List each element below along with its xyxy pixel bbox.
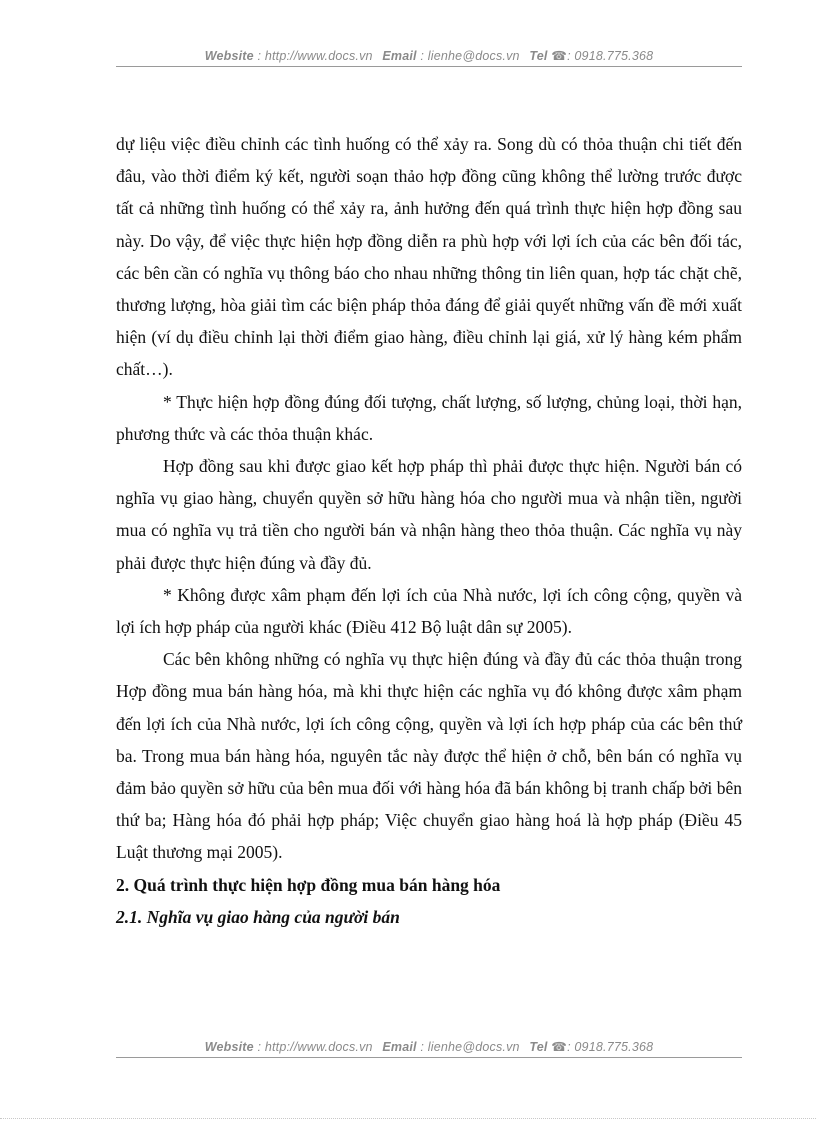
paragraph-1: dự liệu việc điều chỉnh các tình huống có thể xảy ra. Song dù có thỏa thuận chi tiết đến đâu, vào thời điểm ký kết, người soạn thảo hợp đồng cũng không thể lường trước được tất cả những tình huống có thể xảy ra, ảnh hưởng đến quá trình thực hiện hợp đồng sau này. Do vậy, để việc thực hiện hợp đồng diễn ra phù hợp với lợi ích của các bên đối tác, các bên cần có nghĩa vụ thông báo cho nhau những thông tin liên quan, hợp tác chặt chẽ, thương lượng, hòa giải tìm các biện pháp thỏa đáng để giải quyết những vấn đề mới xuất hiện (ví dụ điều chỉnh lại thời điểm giao hàng, điều chỉnh lại giá, xử lý hàng kém phẩm chất…). bbox=[116, 134, 742, 380]
header-tel-value: : 0918.775.368 bbox=[567, 49, 654, 63]
header-website-value: : http://www.docs.vn bbox=[257, 49, 373, 63]
header-tel-label: Tel bbox=[529, 49, 548, 63]
paragraph-3: Hợp đồng sau khi được giao kết hợp pháp thì phải được thực hiện. Người bán có nghĩa vụ giao hàng, chuyển quyền sở hữu hàng hóa cho người mua và nhận tiền, người mua có nghĩa vụ trả tiền cho người bán và nhận hàng theo thỏa thuận. Các nghĩa vụ này phải được thực hiện đúng và đầy đủ. bbox=[116, 456, 742, 573]
paragraph-2: * Thực hiện hợp đồng đúng đối tượng, chất lượng, số lượng, chủng loại, thời hạn, phương thức và các thỏa thuận khác. bbox=[116, 391, 742, 444]
subsection-heading: 2.1. Nghĩa vụ giao hàng của người bán bbox=[116, 906, 400, 927]
header-email-label: Email bbox=[382, 49, 417, 63]
page-break-line bbox=[0, 1118, 816, 1119]
footer-tel-label: Tel bbox=[529, 1040, 548, 1054]
page-footer bbox=[116, 1039, 742, 1054]
footer-email-value: : lienhe@docs.vn bbox=[420, 1040, 520, 1054]
footer-website-value: : http://www.docs.vn bbox=[257, 1040, 373, 1054]
footer-divider bbox=[116, 1057, 742, 1058]
header-website-label: Website bbox=[204, 49, 254, 63]
section-heading: 2. Quá trình thực hiện hợp đồng mua bán hàng hóa bbox=[116, 874, 501, 895]
footer-website-label: Website bbox=[204, 1040, 254, 1054]
header-email-value: : lienhe@docs.vn bbox=[420, 49, 520, 63]
page-header bbox=[116, 48, 742, 63]
paragraph-4: * Không được xâm phạm đến lợi ích của Nhà nước, lợi ích công cộng, quyền và lợi ích hợp pháp của người khác (Điều 412 Bộ luật dân sự 2005). bbox=[116, 584, 742, 638]
document-body bbox=[116, 128, 742, 933]
footer-email-label: Email bbox=[382, 1040, 417, 1054]
header-divider bbox=[116, 66, 742, 67]
telephone-icon: ☎ bbox=[551, 1040, 568, 1054]
telephone-icon: ☎ bbox=[551, 49, 568, 63]
footer-tel-value: : 0918.775.368 bbox=[567, 1040, 654, 1054]
paragraph-5: Các bên không những có nghĩa vụ thực hiện đúng và đầy đủ các thỏa thuận trong Hợp đồng mua bán hàng hóa, mà khi thực hiện các nghĩa vụ đó không được xâm phạm đến lợi ích của Nhà nước, lợi ích công cộng, quyền và lợi ích hợp pháp của các bên thứ ba. Trong mua bán hàng hóa, nguyên tắc này được thể hiện ở chỗ, bên bán có nghĩa vụ đảm bảo quyền sở hữu của bên mua đối với hàng hóa đã bán không bị tranh chấp bởi bên thứ ba; Hàng hóa đó phải hợp pháp; Việc chuyển giao hàng hoá là hợp pháp (Điều 45 Luật thương mại 2005). bbox=[116, 649, 742, 863]
